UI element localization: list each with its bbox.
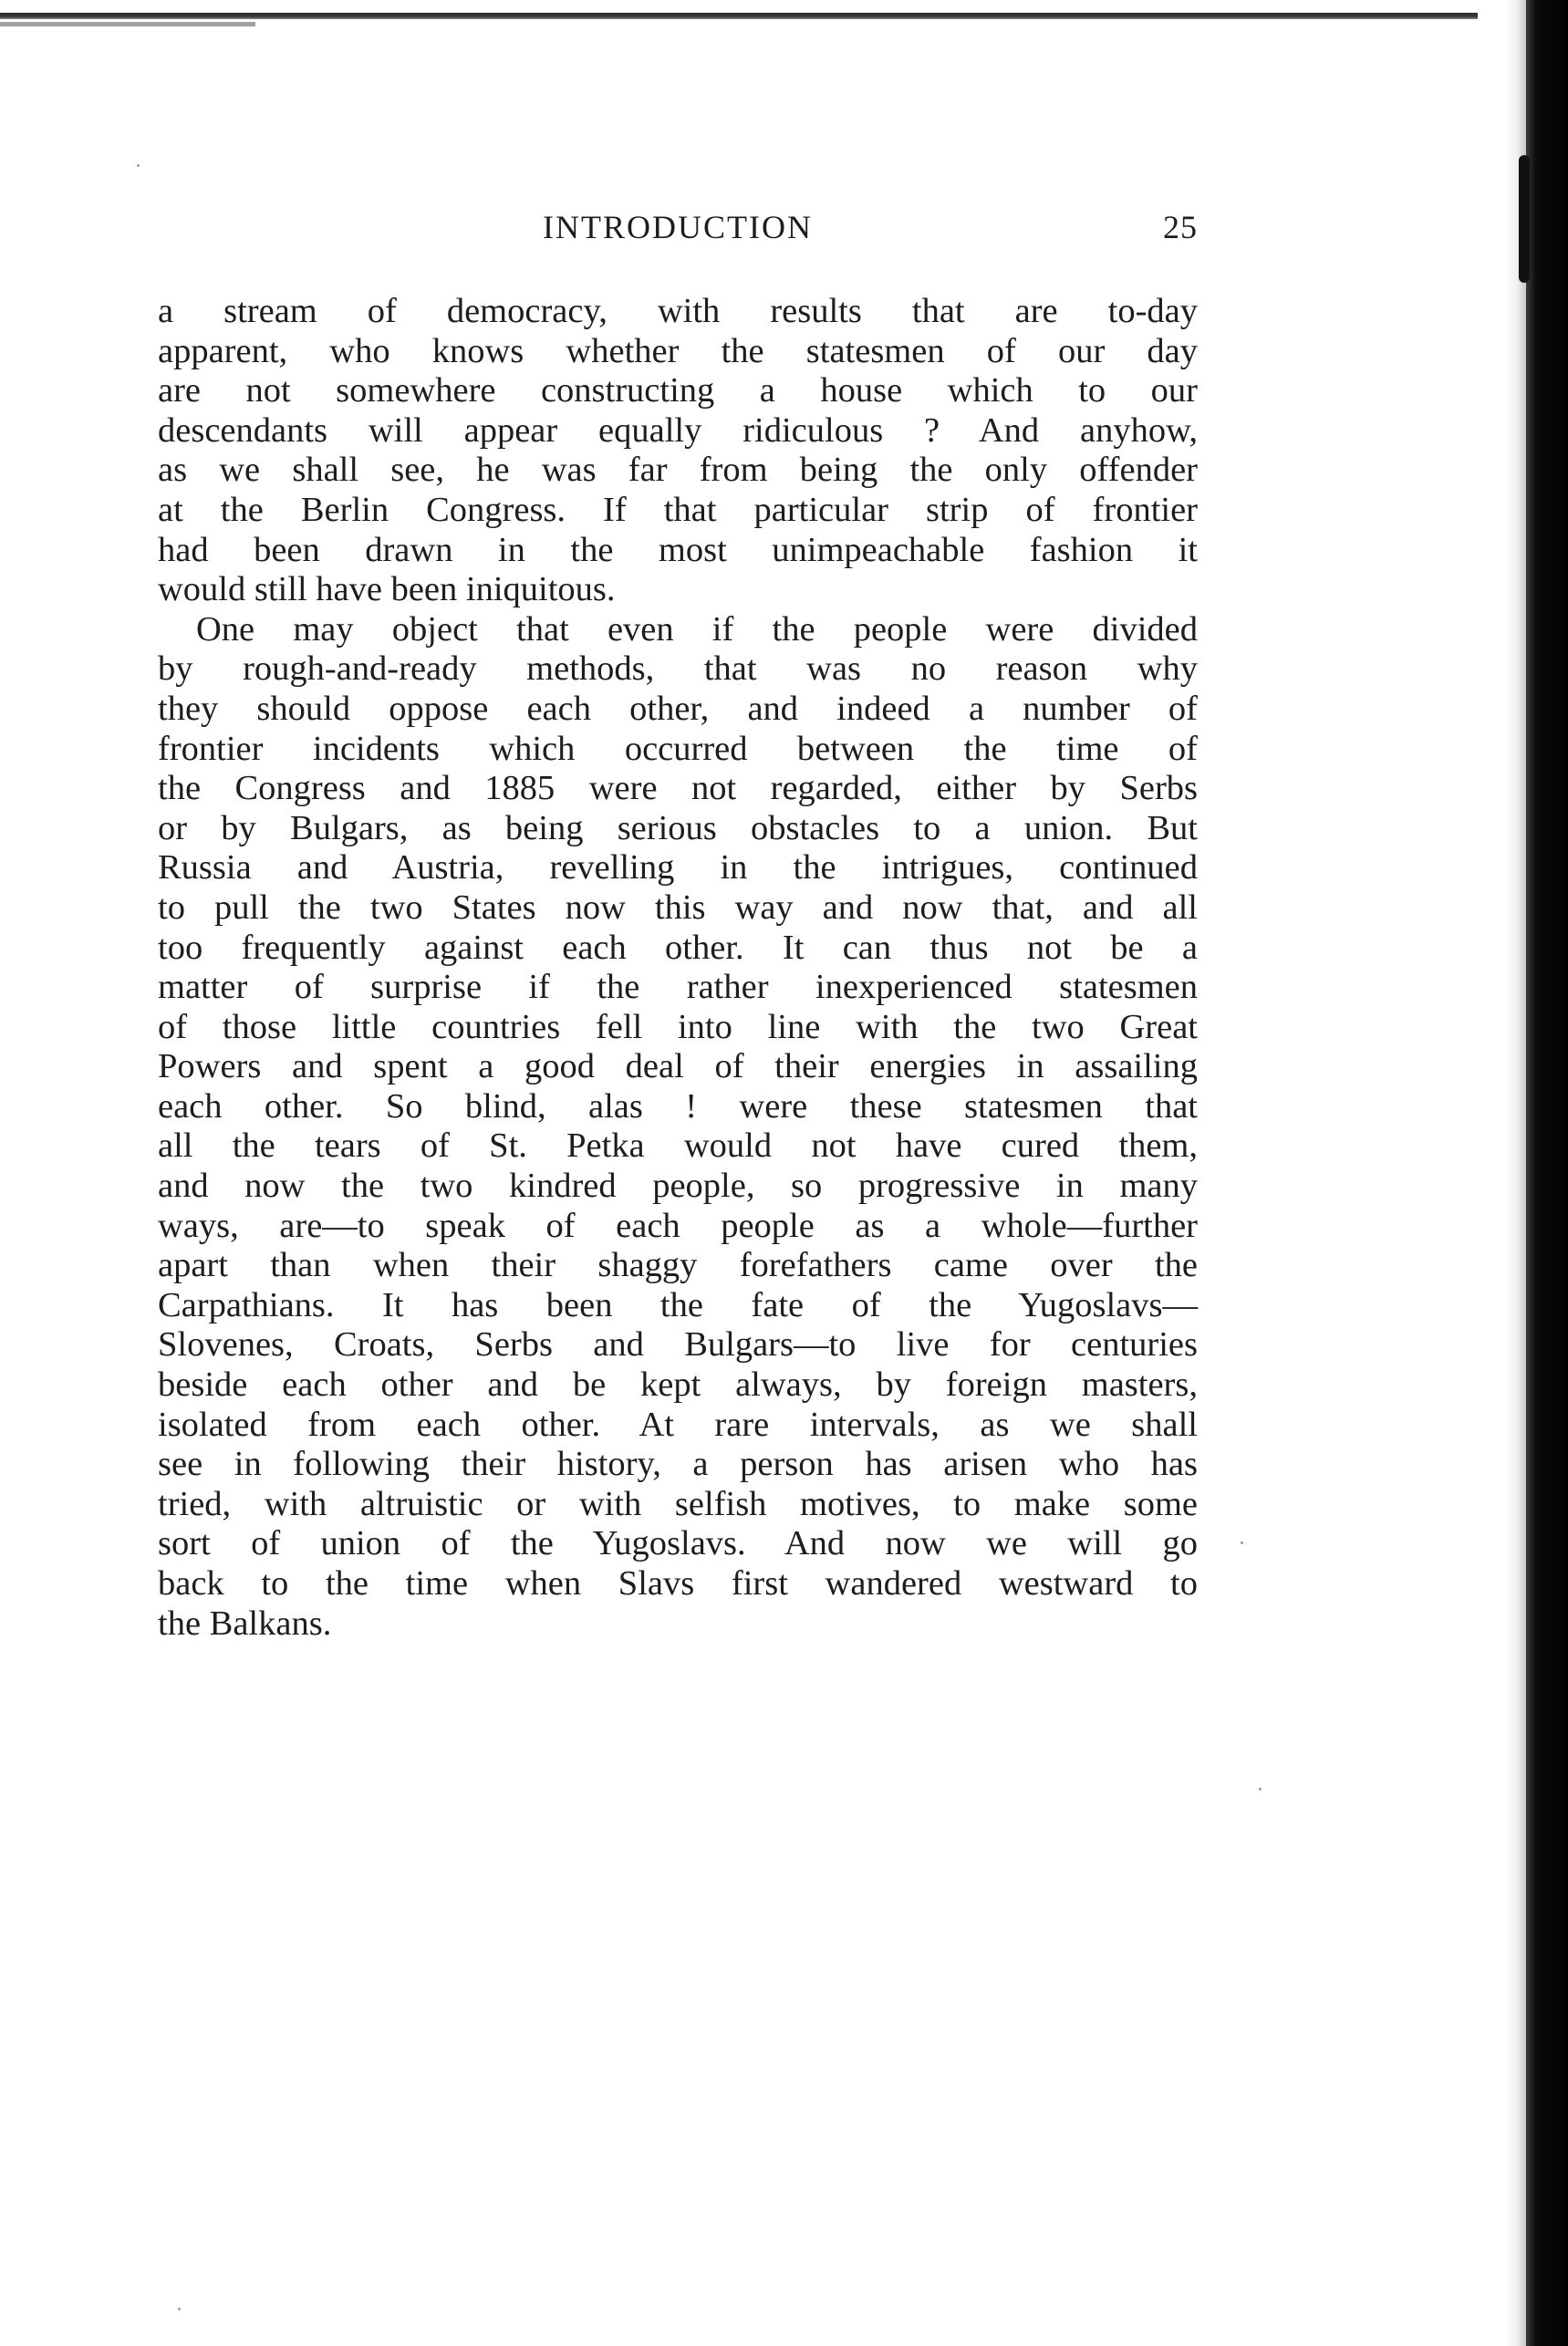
text-line: would still have been iniquitous. — [158, 570, 616, 609]
paper-speck — [1241, 1542, 1243, 1544]
text-line: Carpathians. It has been the fate of the Yugoslavs— — [158, 1285, 1198, 1324]
text-line: beside each other and be kept always, by foreign masters, — [158, 1365, 1198, 1405]
text-line: isolated from each other. At rare intervals, as we shall — [158, 1405, 1198, 1444]
running-head — [158, 208, 1198, 254]
text-line: apparent, who knows whether the statesmen of our day — [158, 331, 1198, 370]
paragraph-1 — [158, 292, 1198, 610]
text-line: they should oppose each other, and indeed a number of — [158, 689, 1198, 728]
text-line: One may object that even if the people were divided — [196, 609, 1198, 649]
page-number: 25 — [1163, 209, 1198, 245]
text-line: by rough-and-ready methods, that was no reason why — [158, 649, 1198, 689]
paper-speck — [1259, 1788, 1262, 1791]
binding-mark — [1519, 155, 1530, 283]
text-line: back to the time when Slavs first wandered westward to — [158, 1564, 1198, 1603]
text-line: see in following their history, a person has arisen who has — [158, 1445, 1198, 1484]
text-line: or by Bulgars, as being serious obstacles to a union. But — [158, 808, 1198, 847]
text-line: of those little countries fell into line with the two Great — [158, 1007, 1198, 1046]
text-line: Slovenes, Croats, Serbs and Bulgars—to live for centuries — [158, 1325, 1198, 1365]
text-line: Powers and spent a good deal of their energies in assailing — [158, 1047, 1198, 1086]
paper-speck — [178, 2308, 181, 2310]
text-line: frontier incidents which occurred between the time of — [158, 729, 1198, 768]
text-line: and now the two kindred people, so progressive in many — [158, 1167, 1198, 1206]
text-line: each other. So blind, alas ! were these statesmen that — [158, 1086, 1198, 1126]
top-edge-shadow — [0, 13, 1478, 19]
text-line: apart than when their shaggy forefathers came over the — [158, 1246, 1198, 1285]
text-line: tried, with altruistic or with selfish motives, to make some — [158, 1484, 1198, 1523]
text-line: too frequently against each other. It can thus not be a — [158, 928, 1198, 967]
text-line: are not somewhere constructing a house which to our — [158, 371, 1198, 410]
text-line: had been drawn in the most unimpeachable fashion it — [158, 530, 1198, 569]
text-line: to pull the two States now this way and now that, and all — [158, 888, 1198, 927]
text-line: at the Berlin Congress. If that particular strip of frontier — [158, 490, 1198, 529]
text-line: sort of union of the Yugoslavs. And now we will go — [158, 1524, 1198, 1563]
running-head-title: INTRODUCTION — [543, 209, 813, 245]
text-line: ways, are—to speak of each people as a whole—further — [158, 1206, 1198, 1245]
text-line: as we shall see, he was far from being the only offender — [158, 451, 1198, 490]
text-line: the Balkans. — [158, 1604, 332, 1643]
text-line: all the tears of St. Petka would not have cured them, — [158, 1126, 1198, 1166]
text-line: a stream of democracy, with results that are to-day — [158, 292, 1198, 330]
text-line: the Congress and 1885 were not regarded, either by Serbs — [158, 769, 1198, 808]
body-text — [158, 292, 1198, 1644]
page-gutter — [1504, 0, 1526, 2346]
paper-speck — [137, 164, 140, 167]
paragraph-2 — [158, 610, 1198, 1644]
right-edge-shadow — [1526, 0, 1568, 2346]
top-edge-shadow-dark — [0, 22, 255, 26]
text-line: Russia and Austria, revelling in the intrigues, continued — [158, 848, 1198, 888]
text-line: matter of surprise if the rather inexperienced statesmen — [158, 968, 1198, 1007]
text-line: descendants will appear equally ridiculous ? And anyhow, — [158, 410, 1198, 450]
